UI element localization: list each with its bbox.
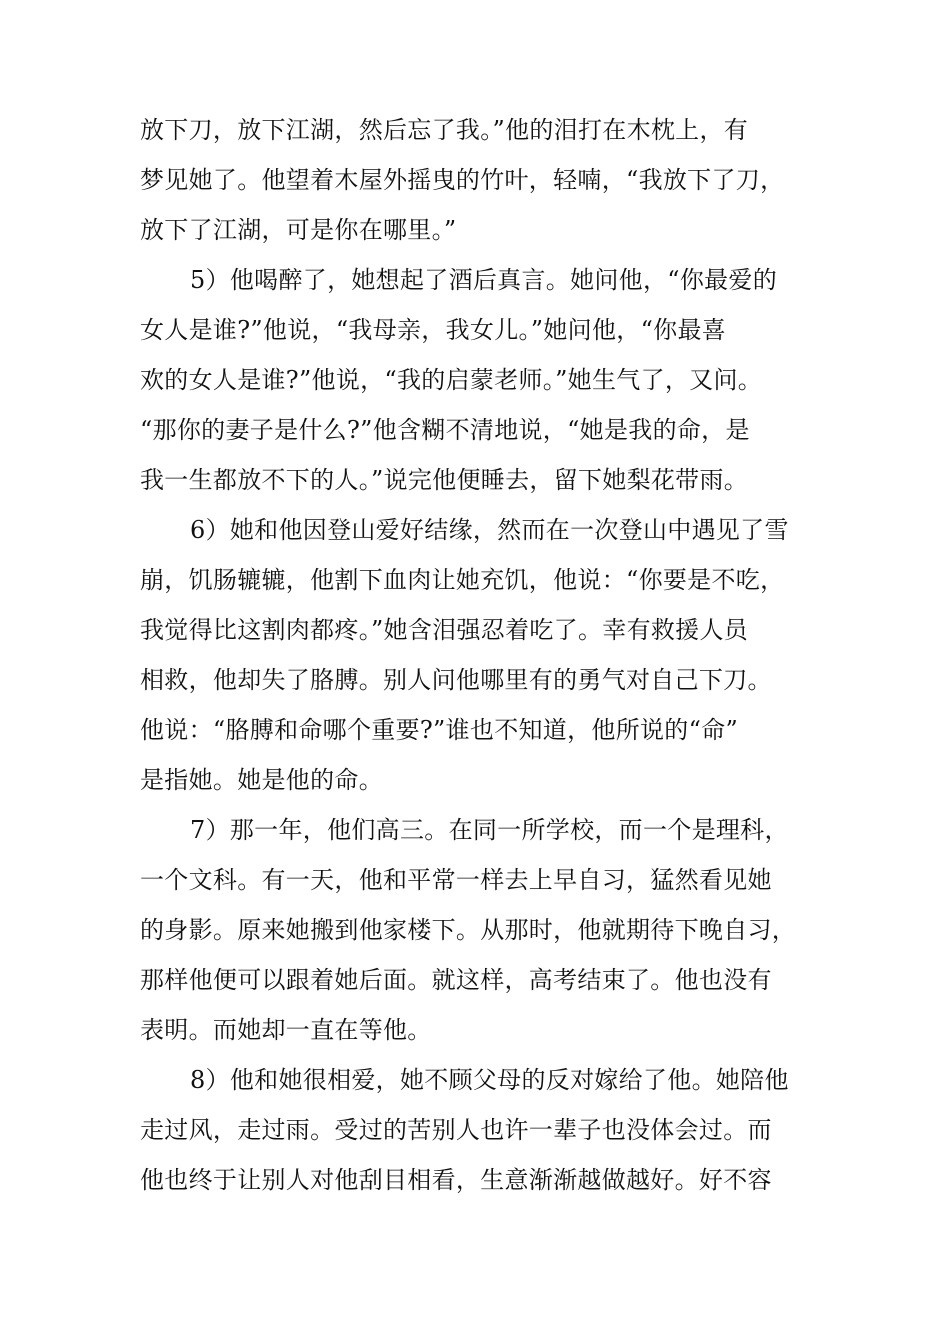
text-line: 放下刀，放下江湖，然后忘了我。”他的泪打在木枕上，有 <box>140 116 749 144</box>
paragraph-6-start: 6）她和他因登山爱好结缘，然而在一次登山中遇见了雪 <box>190 516 789 544</box>
text-line: 崩，饥肠辘辘，他割下血肉让她充饥，他说：“你要是不吃， <box>140 566 785 594</box>
text-line: 相救，他却失了胳膊。别人问他哪里有的勇气对自己下刀。 <box>140 666 772 694</box>
text-line: 他也终于让别人对他刮目相看，生意渐渐越做越好。好不容 <box>140 1166 772 1194</box>
text-line: 表明。而她却一直在等他。 <box>140 1016 432 1044</box>
text-line: 是指她。她是他的命。 <box>140 766 383 794</box>
text-line: 我觉得比这割肉都疼。”她含泪强忍着吃了。幸有救援人员 <box>140 616 749 644</box>
text-line: 欢的女人是谁?”他说，“我的启蒙老师。”她生气了，又问。 <box>140 366 763 394</box>
text-line: 女人是谁?”他说，“我母亲，我女儿。”她问他，“你最喜 <box>140 316 727 344</box>
text-line: 那样他便可以跟着她后面。就这样，高考结束了。他也没有 <box>140 966 772 994</box>
text-line: 他说：“胳膊和命哪个重要?”谁也不知道，他所说的“命” <box>140 716 739 744</box>
text-line: 梦见她了。他望着木屋外摇曳的竹叶，轻喃，“我放下了刀， <box>140 166 785 194</box>
text-line: 我一生都放不下的人。”说完他便睡去，留下她梨花带雨。 <box>140 466 749 494</box>
text-line: 一个文科。有一天，他和平常一样去上早自习，猛然看见她 <box>140 866 772 894</box>
story-text <box>140 105 840 1205</box>
text-line: 的身影。原来她搬到他家楼下。从那时，他就期待下晚自习， <box>140 916 797 944</box>
text-line: 走过风，走过雨。受过的苦别人也许一辈子也没体会过。而 <box>140 1116 772 1144</box>
text-line: 放下了江湖，可是你在哪里。” <box>140 216 457 244</box>
paragraph-7-start: 7）那一年，他们高三。在同一所学校，而一个是理科， <box>190 816 789 844</box>
paragraph-5-start: 5）他喝醉了，她想起了酒后真言。她问他，“你最爱的 <box>190 266 778 294</box>
text-line: “那你的妻子是什么?”他含糊不清地说，“她是我的命，是 <box>140 416 750 444</box>
paragraph-8-start: 8）他和她很相爱，她不顾父母的反对嫁给了他。她陪他 <box>190 1066 789 1094</box>
